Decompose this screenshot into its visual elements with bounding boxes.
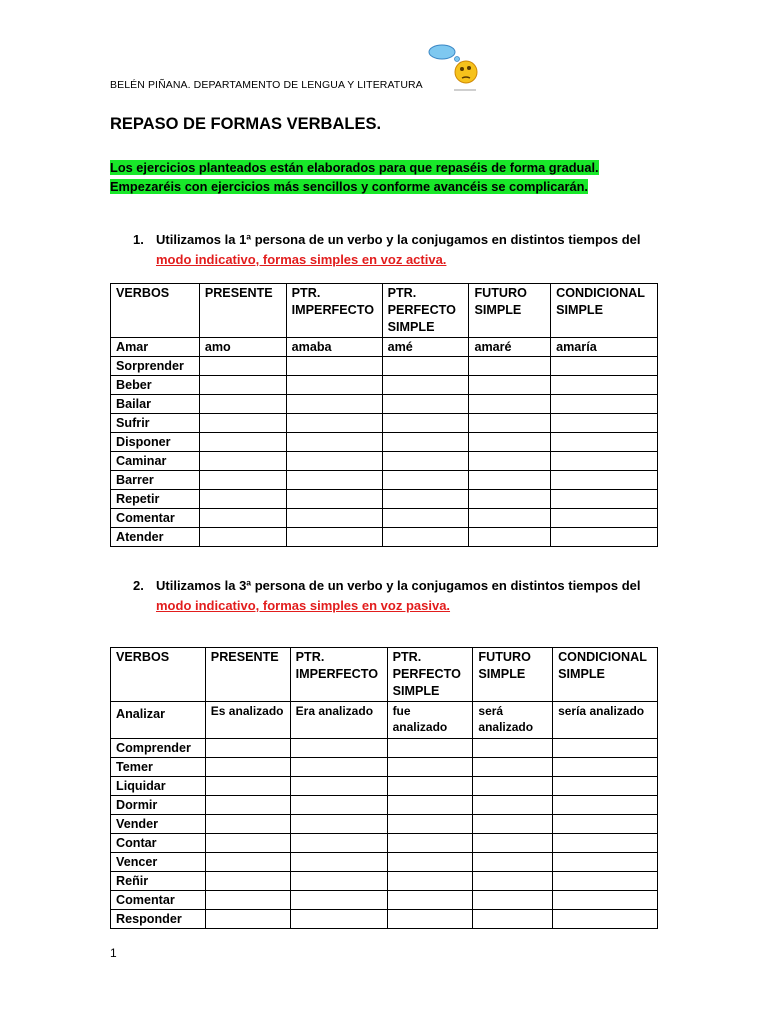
blank-answer-cell[interactable] [473, 910, 553, 929]
blank-answer-cell[interactable] [469, 376, 551, 395]
blank-answer-cell[interactable] [286, 452, 382, 471]
intro-line-1: Los ejercicios planteados están elaborados para que repaséis de forma gradual. [110, 160, 599, 175]
blank-answer-cell[interactable] [473, 796, 553, 815]
table-row [111, 777, 658, 796]
blank-answer-cell[interactable] [551, 471, 658, 490]
header-row [111, 648, 658, 702]
blank-answer-cell[interactable] [382, 528, 469, 547]
blank-answer-cell[interactable] [290, 777, 387, 796]
blank-answer-cell[interactable] [382, 490, 469, 509]
blank-answer-cell[interactable] [199, 452, 286, 471]
answer-cell: sería analizado [553, 702, 658, 739]
blank-answer-cell[interactable] [387, 910, 473, 929]
blank-answer-cell[interactable] [469, 395, 551, 414]
column-header: PTR. PERFECTO SIMPLE [382, 284, 469, 338]
blank-answer-cell[interactable] [387, 834, 473, 853]
blank-answer-cell[interactable] [382, 433, 469, 452]
blank-answer-cell[interactable] [387, 891, 473, 910]
blank-answer-cell[interactable] [469, 452, 551, 471]
page-title: REPASO DE FORMAS VERBALES. [110, 115, 382, 133]
blank-answer-cell[interactable] [286, 357, 382, 376]
blank-answer-cell[interactable] [387, 796, 473, 815]
blank-answer-cell[interactable] [469, 509, 551, 528]
blank-answer-cell[interactable] [199, 509, 286, 528]
exercise-number: 2. [133, 578, 144, 593]
column-header: PTR. PERFECTO SIMPLE [387, 648, 473, 702]
blank-answer-cell[interactable] [286, 490, 382, 509]
blank-answer-cell[interactable] [551, 395, 658, 414]
blank-answer-cell[interactable] [199, 376, 286, 395]
verb-cell: Comprender [111, 739, 206, 758]
verb-cell: Barrer [111, 471, 200, 490]
verb-cell: Comentar [111, 891, 206, 910]
verb-table-passive [110, 647, 658, 929]
blank-answer-cell[interactable] [551, 528, 658, 547]
answer-cell: amaré [469, 338, 551, 357]
blank-answer-cell[interactable] [286, 414, 382, 433]
blank-answer-cell[interactable] [469, 528, 551, 547]
table-row [111, 509, 658, 528]
blank-answer-cell[interactable] [469, 357, 551, 376]
blank-answer-cell[interactable] [205, 796, 290, 815]
verb-cell: Repetir [111, 490, 200, 509]
blank-answer-cell[interactable] [551, 376, 658, 395]
blank-answer-cell[interactable] [382, 509, 469, 528]
blank-answer-cell[interactable] [551, 414, 658, 433]
verb-cell: Caminar [111, 452, 200, 471]
blank-answer-cell[interactable] [473, 891, 553, 910]
exercise-1-instructions [133, 230, 640, 270]
verb-cell: Sorprender [111, 357, 200, 376]
answer-cell: será analizado [473, 702, 553, 739]
blank-answer-cell[interactable] [551, 509, 658, 528]
table-row [111, 414, 658, 433]
table-row [111, 433, 658, 452]
column-header: VERBOS [111, 284, 200, 338]
blank-answer-cell[interactable] [205, 758, 290, 777]
table-row [111, 739, 658, 758]
blank-answer-cell[interactable] [286, 509, 382, 528]
table-row [111, 891, 658, 910]
verb-cell: Comentar [111, 509, 200, 528]
blank-answer-cell[interactable] [473, 872, 553, 891]
blank-answer-cell[interactable] [387, 872, 473, 891]
example-row [111, 702, 658, 739]
table-row [111, 376, 658, 395]
answer-cell: amo [199, 338, 286, 357]
header-text: BELÉN PIÑANA. DEPARTAMENTO DE LENGUA Y LITERATURA [110, 79, 423, 91]
exercise-number: 1. [133, 232, 144, 247]
answer-cell: amaría [551, 338, 658, 357]
table-row [111, 853, 658, 872]
blank-answer-cell[interactable] [551, 433, 658, 452]
blank-answer-cell[interactable] [199, 395, 286, 414]
blank-answer-cell[interactable] [473, 777, 553, 796]
blank-answer-cell[interactable] [553, 815, 658, 834]
blank-answer-cell[interactable] [469, 471, 551, 490]
blank-answer-cell[interactable] [290, 891, 387, 910]
example-row [111, 338, 658, 357]
exercise-text: Utilizamos la 3ª persona de un verbo y la conjugamos en distintos tiempos del [156, 578, 641, 593]
blank-answer-cell[interactable] [473, 834, 553, 853]
blank-answer-cell[interactable] [469, 490, 551, 509]
blank-answer-cell[interactable] [553, 834, 658, 853]
verb-cell: Atender [111, 528, 200, 547]
verb-cell: Vender [111, 815, 206, 834]
verb-cell: Beber [111, 376, 200, 395]
blank-answer-cell[interactable] [473, 758, 553, 777]
blank-answer-cell[interactable] [290, 872, 387, 891]
blank-answer-cell[interactable] [199, 471, 286, 490]
blank-answer-cell[interactable] [205, 853, 290, 872]
blank-answer-cell[interactable] [387, 853, 473, 872]
verb-table-active [110, 283, 658, 547]
blank-answer-cell[interactable] [286, 471, 382, 490]
verb-cell: Dormir [111, 796, 206, 815]
blank-answer-cell[interactable] [551, 452, 658, 471]
blank-answer-cell[interactable] [553, 853, 658, 872]
exercise-2-instructions [133, 576, 640, 616]
intro-line-2: Empezaréis con ejercicios más sencillos y conforme avancéis se complicarán. [110, 179, 588, 194]
verb-cell: Contar [111, 834, 206, 853]
table-row [111, 834, 658, 853]
answer-cell: amé [382, 338, 469, 357]
blank-answer-cell[interactable] [205, 815, 290, 834]
table-row [111, 872, 658, 891]
verb-cell: Liquidar [111, 777, 206, 796]
table-row [111, 490, 658, 509]
blank-answer-cell[interactable] [290, 796, 387, 815]
blank-answer-cell[interactable] [387, 777, 473, 796]
blank-answer-cell[interactable] [382, 376, 469, 395]
table-row [111, 796, 658, 815]
blank-answer-cell[interactable] [290, 758, 387, 777]
table-row [111, 815, 658, 834]
blank-answer-cell[interactable] [382, 357, 469, 376]
blank-answer-cell[interactable] [382, 395, 469, 414]
blank-answer-cell[interactable] [553, 758, 658, 777]
blank-answer-cell[interactable] [290, 853, 387, 872]
blank-answer-cell[interactable] [199, 433, 286, 452]
answer-cell: Era analizado [290, 702, 387, 739]
column-header: CONDICIONAL SIMPLE [551, 284, 658, 338]
exercise-text: Utilizamos la 1ª persona de un verbo y la conjugamos en distintos tiempos del [156, 232, 641, 247]
blank-answer-cell[interactable] [205, 777, 290, 796]
blank-answer-cell[interactable] [286, 376, 382, 395]
blank-answer-cell[interactable] [553, 891, 658, 910]
blank-answer-cell[interactable] [205, 891, 290, 910]
table-row [111, 758, 658, 777]
blank-answer-cell[interactable] [286, 433, 382, 452]
verb-cell: Responder [111, 910, 206, 929]
blank-answer-cell[interactable] [473, 853, 553, 872]
table-row [111, 452, 658, 471]
blank-answer-cell[interactable] [551, 357, 658, 376]
answer-cell: fue analizado [387, 702, 473, 739]
page-number: 1 [110, 946, 117, 960]
verb-cell: Vencer [111, 853, 206, 872]
blank-answer-cell[interactable] [553, 910, 658, 929]
blank-answer-cell[interactable] [473, 739, 553, 758]
verb-cell: Reñir [111, 872, 206, 891]
table-row [111, 357, 658, 376]
header-row [111, 284, 658, 338]
verb-cell: Sufrir [111, 414, 200, 433]
column-header: CONDICIONAL SIMPLE [553, 648, 658, 702]
blank-answer-cell[interactable] [290, 834, 387, 853]
column-header: FUTURO SIMPLE [469, 284, 551, 338]
column-header: PTR. IMPERFECTO [290, 648, 387, 702]
table-row [111, 910, 658, 929]
answer-cell: amaba [286, 338, 382, 357]
blank-answer-cell[interactable] [205, 910, 290, 929]
blank-answer-cell[interactable] [199, 490, 286, 509]
exercise-highlight: modo indicativo, formas simples en voz pasiva. [156, 598, 451, 613]
blank-answer-cell[interactable] [205, 872, 290, 891]
blank-answer-cell[interactable] [469, 414, 551, 433]
blank-answer-cell[interactable] [387, 758, 473, 777]
column-header: PTR. IMPERFECTO [286, 284, 382, 338]
blank-answer-cell[interactable] [205, 739, 290, 758]
blank-answer-cell[interactable] [382, 452, 469, 471]
blank-answer-cell[interactable] [553, 796, 658, 815]
blank-answer-cell[interactable] [290, 910, 387, 929]
thinking-smiley-icon [428, 42, 480, 94]
answer-cell: Es analizado [205, 702, 290, 739]
verb-cell: Temer [111, 758, 206, 777]
blank-answer-cell[interactable] [551, 490, 658, 509]
verb-cell: Disponer [111, 433, 200, 452]
blank-answer-cell[interactable] [199, 528, 286, 547]
blank-answer-cell[interactable] [290, 815, 387, 834]
blank-answer-cell[interactable] [553, 739, 658, 758]
table-row [111, 471, 658, 490]
blank-answer-cell[interactable] [382, 471, 469, 490]
column-header: VERBOS [111, 648, 206, 702]
column-header: FUTURO SIMPLE [473, 648, 553, 702]
verb-cell: Analizar [111, 702, 206, 739]
table-row [111, 395, 658, 414]
blank-answer-cell[interactable] [205, 834, 290, 853]
intro-note [110, 158, 599, 196]
blank-answer-cell[interactable] [286, 528, 382, 547]
column-header: PRESENTE [199, 284, 286, 338]
blank-answer-cell[interactable] [387, 739, 473, 758]
blank-answer-cell[interactable] [469, 433, 551, 452]
blank-answer-cell[interactable] [553, 777, 658, 796]
verb-cell: Bailar [111, 395, 200, 414]
exercise-highlight: modo indicativo, formas simples en voz activa. [156, 252, 447, 267]
blank-answer-cell[interactable] [382, 414, 469, 433]
verb-cell: Amar [111, 338, 200, 357]
blank-answer-cell[interactable] [286, 395, 382, 414]
blank-answer-cell[interactable] [553, 872, 658, 891]
blank-answer-cell[interactable] [290, 739, 387, 758]
blank-answer-cell[interactable] [199, 357, 286, 376]
blank-answer-cell[interactable] [199, 414, 286, 433]
blank-answer-cell[interactable] [387, 815, 473, 834]
blank-answer-cell[interactable] [473, 815, 553, 834]
column-header: PRESENTE [205, 648, 290, 702]
table-row [111, 528, 658, 547]
